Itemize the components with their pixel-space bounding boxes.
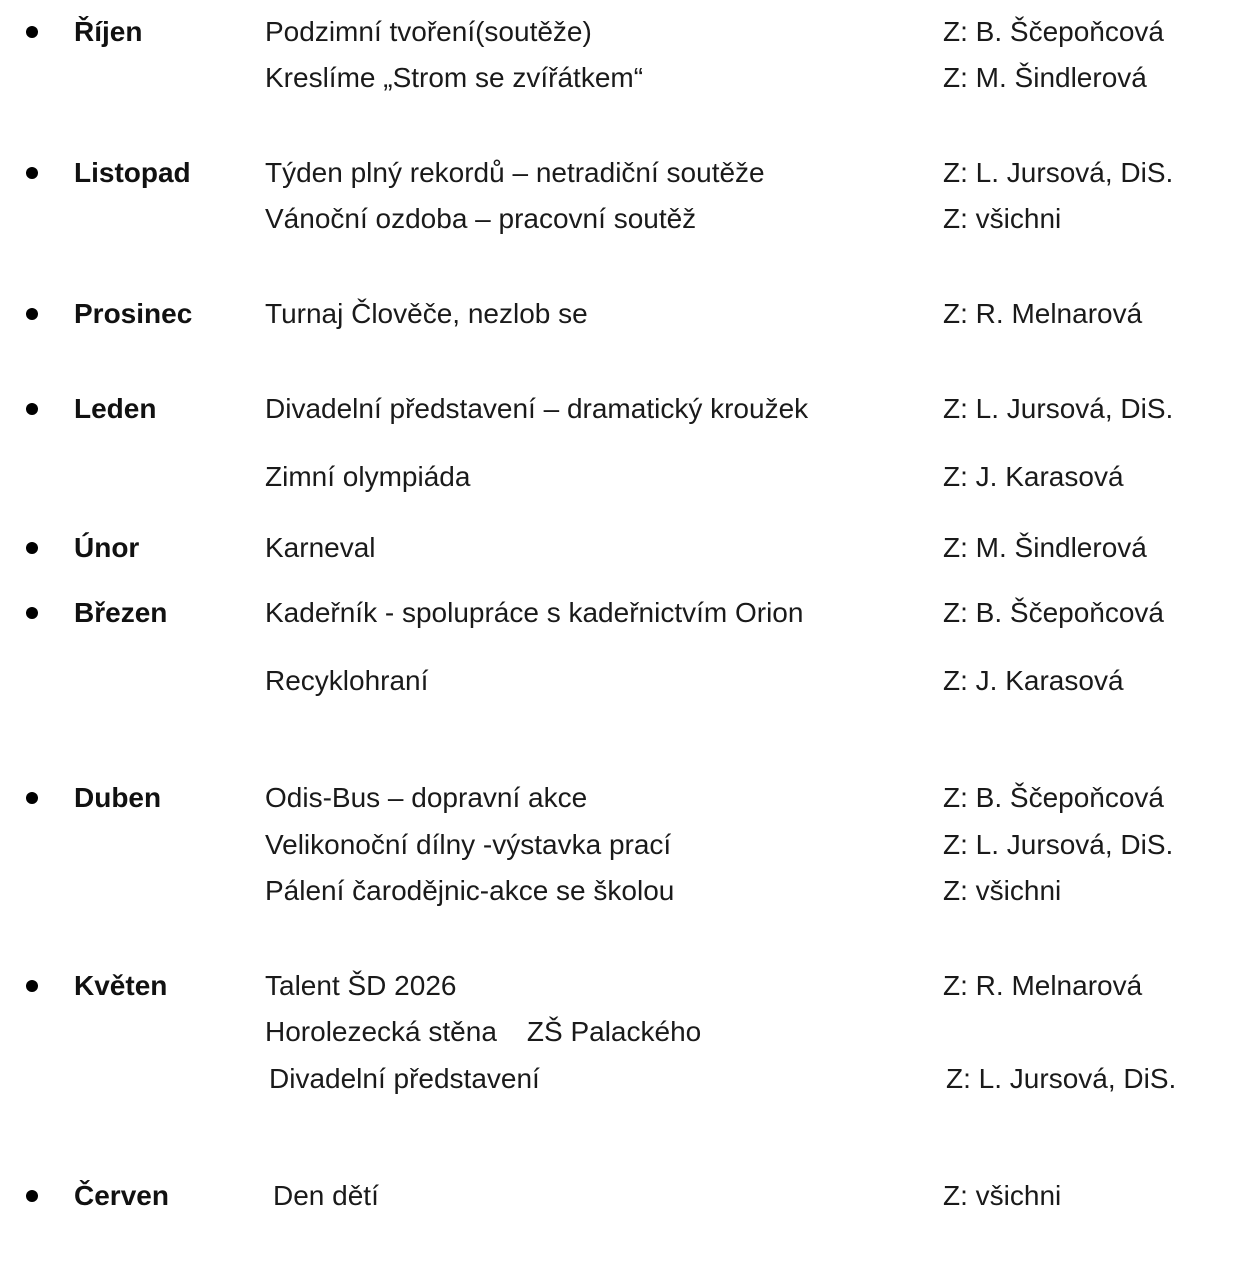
- event-text: Karneval: [265, 532, 376, 563]
- event-text: Pálení čarodějnic-akce se školou: [265, 875, 675, 906]
- event-text: Kreslíme „Strom se zvířátkem“: [265, 62, 644, 93]
- month-label: Leden: [74, 393, 157, 424]
- schedule-row: [0, 1012, 1246, 1052]
- month-label: Říjen: [74, 16, 143, 47]
- event-text: Odis-Bus – dopravní akce: [265, 782, 588, 813]
- event-text: Den dětí: [273, 1180, 379, 1211]
- event-text: Divadelní představení – dramatický kroužek: [265, 393, 809, 424]
- bullet-icon: [26, 167, 38, 179]
- event-text: Recyklohraní: [265, 665, 429, 696]
- event-text: Kadeřník - spolupráce s kadeřnictvím Orion: [265, 597, 804, 628]
- schedule-row: [0, 199, 1246, 239]
- month-label: Únor: [74, 532, 140, 563]
- bullet-icon: [26, 792, 38, 804]
- schedule-row: [0, 1059, 1246, 1099]
- event-text: Talent ŠD 2026: [265, 970, 457, 1001]
- bullet-icon: [26, 542, 38, 554]
- responsible-person: Z: všichni: [943, 1180, 1062, 1211]
- month-label: Listopad: [74, 157, 191, 188]
- responsible-person: Z: R. Melnarová: [943, 298, 1143, 329]
- schedule-row: [0, 1176, 1246, 1216]
- month-label: Červen: [74, 1180, 169, 1211]
- month-label: Květen: [74, 970, 168, 1001]
- schedule-row: [0, 593, 1246, 633]
- responsible-person: Z: všichni: [943, 203, 1062, 234]
- event-text: [265, 1012, 701, 1052]
- month-label: Prosinec: [74, 298, 193, 329]
- event-location: ZŠ Palackého: [526, 1016, 702, 1047]
- responsible-person: Z: B. Ščepoňcová: [943, 782, 1165, 813]
- event-text: Vánoční ozdoba – pracovní soutěž: [265, 203, 697, 234]
- schedule-row: [0, 457, 1246, 497]
- bullet-icon: [26, 403, 38, 415]
- schedule-row: [0, 294, 1246, 334]
- schedule-row: [0, 778, 1246, 818]
- event-name: Horolezecká stěna: [265, 1016, 497, 1047]
- event-text: Velikonoční dílny -výstavka prací: [265, 829, 672, 860]
- schedule-row: [0, 871, 1246, 911]
- schedule-row: [0, 528, 1246, 568]
- responsible-person: Z: J. Karasová: [943, 461, 1124, 492]
- month-label: Březen: [74, 597, 168, 628]
- month-label: Duben: [74, 782, 162, 813]
- responsible-person: Z: B. Ščepoňcová: [943, 16, 1165, 47]
- event-text: Turnaj Člověče, nezlob se: [265, 298, 588, 329]
- schedule-row: [0, 153, 1246, 193]
- responsible-person: Z: všichni: [943, 875, 1062, 906]
- bullet-icon: [26, 980, 38, 992]
- responsible-person: Z: B. Ščepoňcová: [943, 597, 1165, 628]
- responsible-person: Z: L. Jursová, DiS.: [943, 393, 1174, 424]
- event-text: Podzimní tvoření(soutěže): [265, 16, 592, 47]
- responsible-person: Z: J. Karasová: [943, 665, 1124, 696]
- schedule-row: [0, 12, 1246, 52]
- responsible-person: Z: M. Šindlerová: [943, 532, 1147, 563]
- schedule-row: [0, 389, 1246, 429]
- responsible-person: Z: L. Jursová, DiS.: [943, 157, 1174, 188]
- event-text: Zimní olympiáda: [265, 461, 471, 492]
- schedule-row: [0, 825, 1246, 865]
- bullet-icon: [26, 1190, 38, 1202]
- responsible-person: Z: L. Jursová, DiS.: [943, 829, 1174, 860]
- bullet-icon: [26, 26, 38, 38]
- event-text: Divadelní představení: [269, 1063, 540, 1094]
- event-text: Týden plný rekordů – netradiční soutěže: [265, 157, 765, 188]
- responsible-person: Z: R. Melnarová: [943, 970, 1143, 1001]
- bullet-icon: [26, 607, 38, 619]
- schedule-row: [0, 966, 1246, 1006]
- schedule-row: [0, 58, 1246, 98]
- bullet-icon: [26, 308, 38, 320]
- responsible-person: Z: M. Šindlerová: [943, 62, 1147, 93]
- responsible-person: Z: L. Jursová, DiS.: [946, 1063, 1177, 1094]
- schedule-row: [0, 661, 1246, 701]
